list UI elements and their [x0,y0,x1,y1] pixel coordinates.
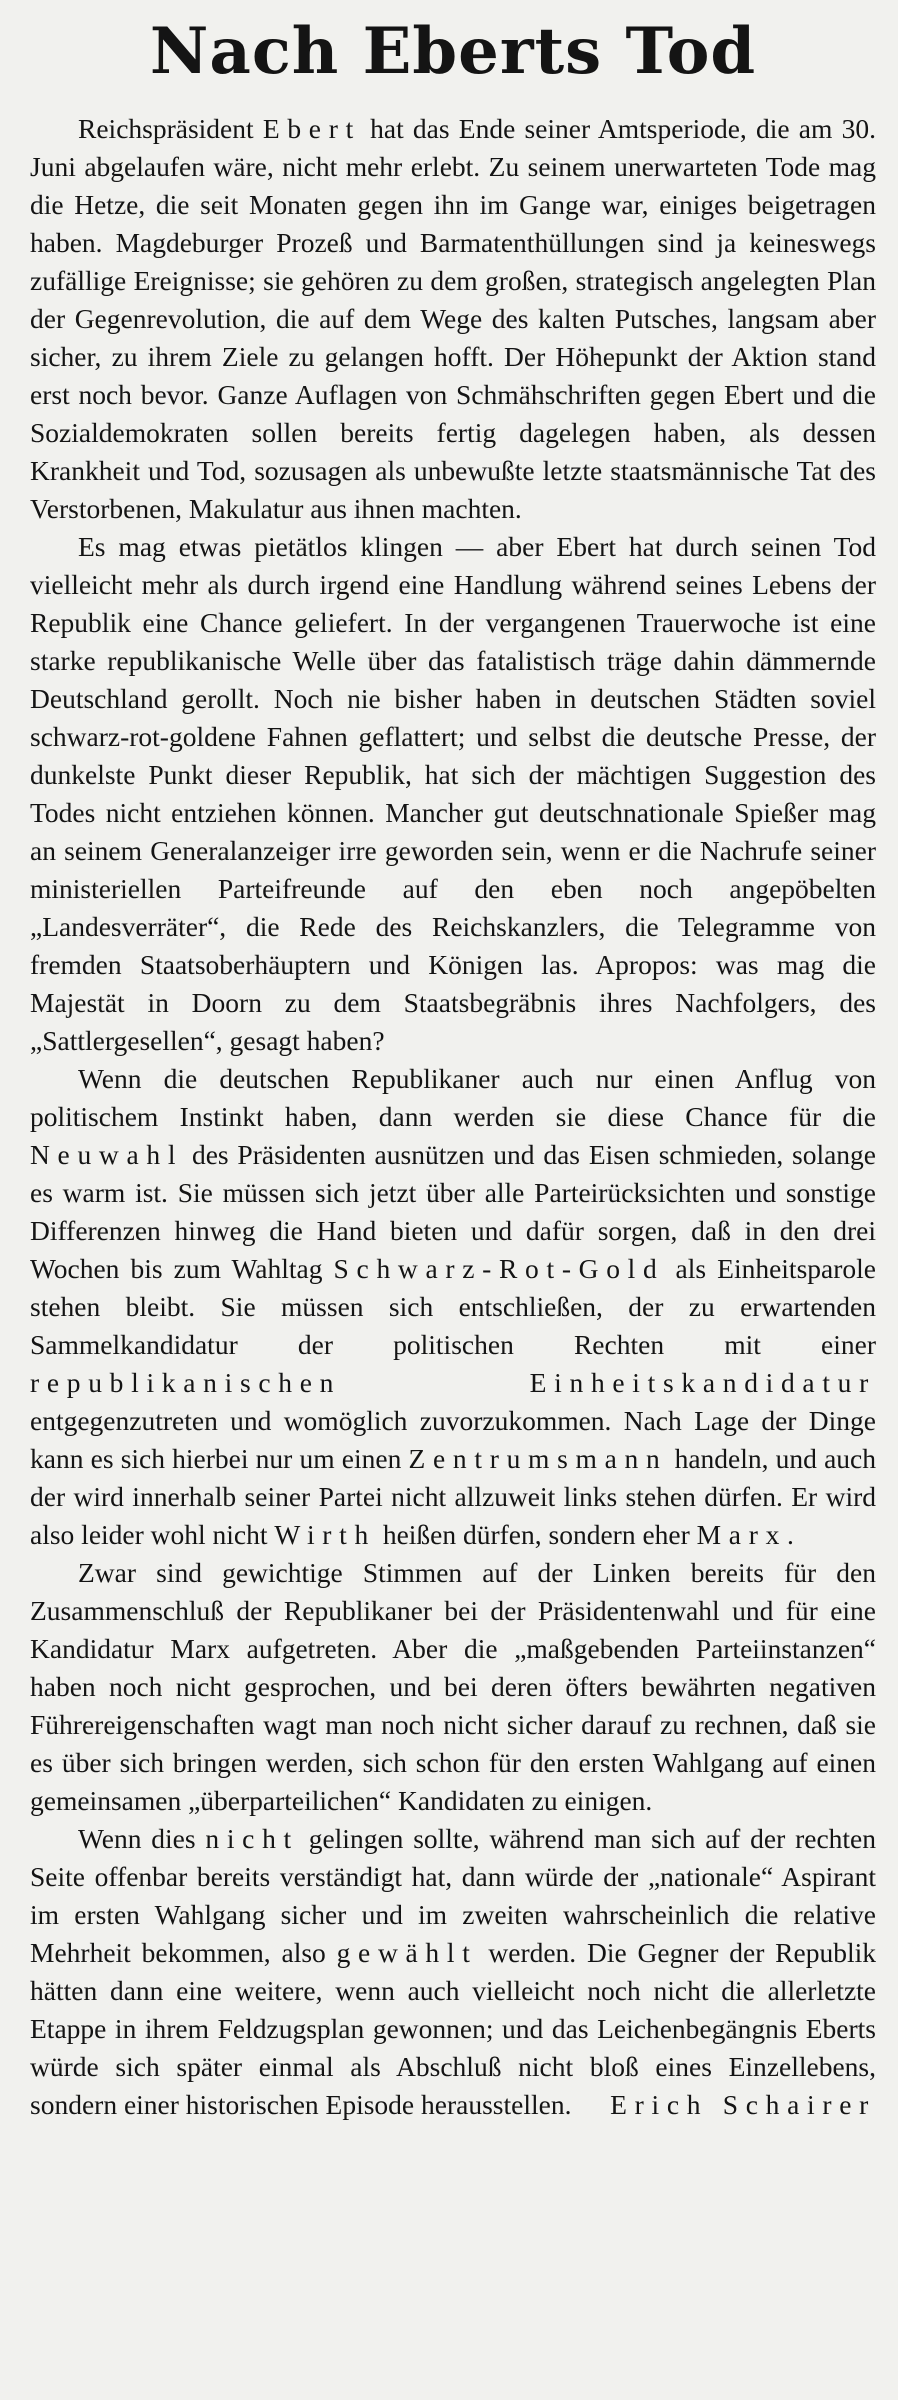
spaced-emphasis: republikanischen Einheitskandidatur [30,1367,876,1398]
text-run: Es mag etwas pietätlos klingen — aber Ebert hat durch seinen Tod vielleicht mehr als durch irgend eine Handlung während seines Lebens der Republik eine Chance geliefert. In der vergangenen Trauerwoche ist eine starke republikanische Welle über das fatalistisch träge dahin dämmernde Deutschland gerollt. Noch nie bisher haben in deutschen Städten soviel schwarz-rot-goldene Fahnen geflattert; und selbst die deutsche Presse, der dunkelste Punkt dieser Republik, hat sich der mächtigen Suggestion des Todes nicht entziehen können. Mancher gut deutschnationale Spießer mag an seinem Generalanzeiger irre geworden sein, wenn er die Nachrufe seiner ministeriellen Parteifreunde auf den eben noch angepöbelten „Landesverräter“, die Rede des Reichskanzlers, die Telegramme von fremden Staatsoberhäuptern und Königen las. Apropos: was mag die Majestät in Doorn zu dem Staatsbegräbnis ihres Nachfolgers, des „Sattlergesellen“, gesagt haben? [30,531,876,1056]
spaced-emphasis: Wirth [274,1519,376,1550]
text-run: Wenn dies [78,1823,206,1854]
newspaper-page [30,0,876,2124]
spaced-emphasis: gewählt [336,1937,478,1968]
text-run: hat das Ende seiner Amtsperiode, die am 30. Juni abgelaufen wäre, nicht mehr erlebt. Zu seinem unerwarteten Tode mag die Hetze, die seit Monaten gegen ihn im Gange war, einiges beigetragen haben. Magdeburger Prozeß und Barmatenthüllungen sind ja keineswegs zufällige Ereignisse; sie gehören zu dem großen, strategisch angelegten Plan der Gegenrevolution, die auf dem Wege des kalten Putsches, langsam aber sicher, zu ihrem Ziele zu gelangen hofft. Der Höhepunkt der Aktion stand erst noch bevor. Ganze Auflagen von Schmähschriften gegen Ebert und die Sozialdemokraten sollen bereits fertig dagelegen haben, als dessen Krankheit und Tod, sozusagen als unbewußte letzte staatsmännische Tat des Verstorbenen, Makulatur aus ihnen machten. [30,113,876,524]
text-run: handeln, und auch der wird innerhalb seiner Partei nicht allzuweit links stehen dürfen. Er wird also leider wohl nicht [30,1443,876,1550]
author-signature: Erich Schairer [610,2089,876,2120]
text-run: Zwar sind gewichtige Stimmen auf der Linken bereits für den Zusammenschluß der Republikaner bei der Präsidentenwahl und für eine Kandidatur Marx aufgetreten. Aber die „maßgebenden Parteiinstanzen“ haben noch nicht gesprochen, und bei deren öfters bewährten negativen Führereigenschaften wagt man noch nicht sicher darauf zu rechnen, daß sie es über sich bringen werden, sich schon für den ersten Wahlgang auf einen gemeinsamen „überparteilichen“ Kandidaten zu einigen. [30,1557,876,1816]
paragraph-3 [30,1060,876,1554]
text-run: heißen dürfen, sondern eher [375,1519,697,1550]
text-run: des Präsidenten ausnützen und das Eisen schmieden, solange es warm ist. Sie müssen sich jetzt über alle Parteirücksichten und sonstige Differenzen hinweg die Hand bieten und dafür sorgen, daß in den drei Wochen bis zum Wahltag [30,1139,876,1284]
spaced-name: Ebert [262,113,361,144]
paragraph-1 [30,110,876,528]
text-run: . [787,1519,794,1550]
spaced-emphasis: Zentrumsmann [408,1443,668,1474]
text-run: werden. Die Gegner der Republik hätten dann eine weitere, wenn auch vielleicht noch nicht die allerletzte Etappe in ihrem Feldzugsplan gewonnen; und das Leichenbegängnis Eberts würde sich später einmal als Abschluß nicht bloß eines Einzellebens, sondern einer historischen Episode herausstellen. [30,1937,876,2120]
article-title: Nach Eberts Tod [149,14,757,89]
text-run: als Einheitsparole stehen bleibt. Sie müssen sich entschließen, der zu erwartenden Sammelkandidatur der politischen Rechten mit einer [30,1253,876,1360]
text-run: entgegenzutreten und womöglich zuvorzukommen. Nach Lage der Dinge kann es sich hierbei nur um einen [30,1405,876,1474]
spaced-emphasis: Neuwahl [30,1139,184,1170]
spaced-emphasis: nicht [205,1823,299,1854]
paragraph-5 [30,1820,876,2124]
text-run: Wenn die deutschen Republikaner auch nur einen Anflug von politischem Instinkt haben, dann werden sie diese Chance für die [30,1063,876,1132]
paragraph-2 [30,528,876,1060]
article-body [30,110,876,2124]
spaced-emphasis: Schwarz-Rot-Gold [333,1253,665,1284]
spaced-emphasis: Marx [696,1519,788,1550]
text-run: gelingen sollte, während man sich auf der rechten Seite offenbar bereits verständigt hat, dann würde der „nationale“ Aspirant im ersten Wahlgang sicher und im zweiten wahrscheinlich die relative Mehrheit bekommen, also [30,1823,876,1968]
text-run: Reichspräsident [78,113,263,144]
paragraph-4 [30,1554,876,1820]
